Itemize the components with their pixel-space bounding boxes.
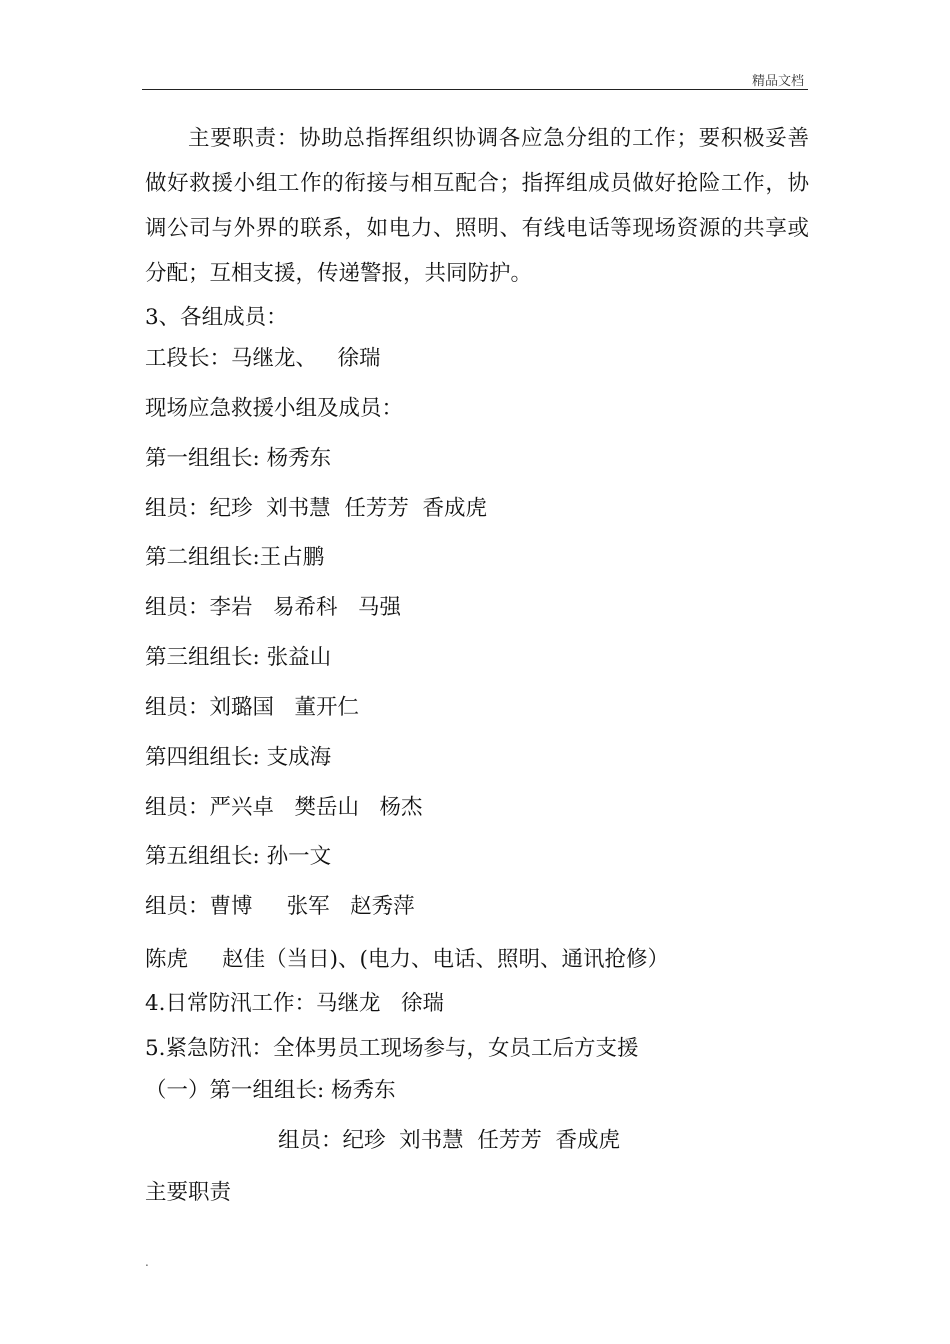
group3-members-line: 组员：刘璐国 董开仁 <box>145 695 360 720</box>
footer-mark: . <box>145 1255 149 1269</box>
duties-paragraph: 主要职责：协助总指挥组织协调各应急分组的工作；要积极妥善做好救援小组工作的衔接与相互配合；指挥组成员做好抢险工作，协调公司与外界的联系，如电力、照明、有线电话等现场资源的共享或分配；互相支援，传递警报，共同防护。 <box>145 126 809 286</box>
group1-leader-line: 第一组组长: 杨秀东 <box>145 446 332 471</box>
group2-members-line: 组员：李岩 易希科 马强 <box>145 595 402 620</box>
section-heading-members: 3、各组成员： <box>145 305 288 330</box>
group3-leader-line: 第三组组长: 张益山 <box>145 645 332 670</box>
emergency-flood-prevention-line: 5.紧急防汛：全体男员工现场参与，女员工后方支援 <box>145 1036 639 1061</box>
subsection-group1-leader-line: （一）第一组组长: 杨秀东 <box>145 1078 396 1103</box>
section-leader-line: 工段长：马继龙、 徐瑞 <box>145 346 381 371</box>
group1-members-line: 组员：纪珍 刘书慧 任芳芳 香成虎 <box>145 496 488 521</box>
header-divider <box>142 89 808 90</box>
main-duties-heading: 主要职责 <box>145 1180 232 1205</box>
group5-leader-line: 第五组组长: 孙一文 <box>145 844 332 869</box>
group4-leader-line: 第四组组长: 支成海 <box>145 745 332 770</box>
rescue-team-heading: 现场应急救援小组及成员： <box>145 396 404 421</box>
group2-leader-line: 第二组组长:王占鹏 <box>145 545 325 570</box>
document-header-label: 精品文档 <box>752 74 805 89</box>
daily-flood-prevention-line: 4.日常防汛工作：马继龙 徐瑞 <box>145 991 445 1016</box>
subsection-group1-members-line: 组员：纪珍 刘书慧 任芳芳 香成虎 <box>278 1128 621 1153</box>
group4-members-line: 组员：严兴卓 樊岳山 杨杰 <box>145 795 423 820</box>
group5-members-line: 组员：曹博 张军 赵秀萍 <box>145 894 415 919</box>
group5-members-continued-line: 陈虎 赵佳（当日)、(电力、电话、照明、通讯抢修） <box>145 947 669 972</box>
